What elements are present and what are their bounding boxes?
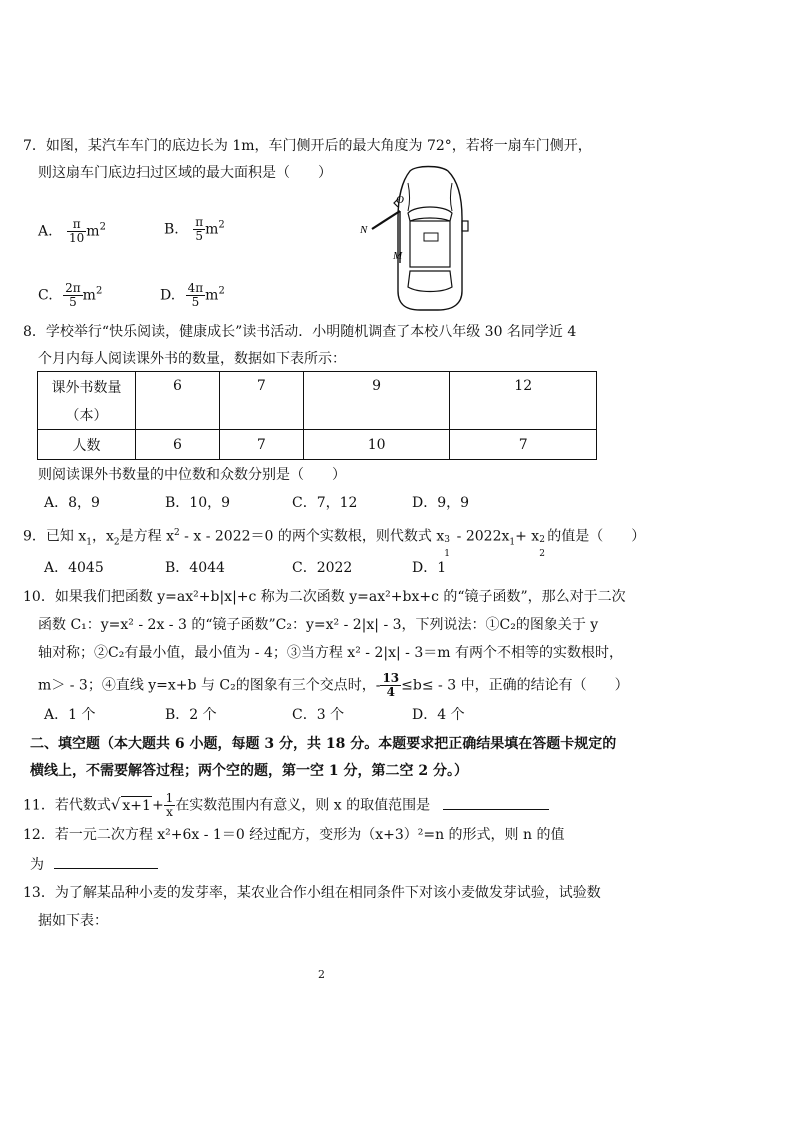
table-cell: 9 xyxy=(303,372,450,430)
q8-option-c: C．7，12 xyxy=(292,495,358,511)
table-cell: 6 xyxy=(136,372,220,430)
q7-option-a: A. $\frac{\pi}{10}$ $m^2$ xyxy=(38,217,106,245)
q9-stem: 9．已知 $x_1$，$x_2$是方程 $x^2 - x - 2022=0$ 的两个实数根，则代数式 x 3 1 - $2022x_1+ x$ 2 2 的值是（ ） xyxy=(23,528,646,559)
q7-option-c: C. $\frac{2\pi}{5}$ $m^2$ xyxy=(38,281,103,309)
q11-stem: 11．若代数式√ x+1+ $\frac{1}{x}$ 在实数范围内有意义，则 x 的取值范围是 xyxy=(23,792,549,819)
page-number: 2 xyxy=(318,968,325,981)
section2-heading-line1: 二、填空题（本大题共 6 小题，每题 3 分，共 18 分。本题要求把正确结果填在答题卡规定的 xyxy=(30,736,617,752)
table-cell: 12 xyxy=(450,372,597,430)
table-cell: 7 xyxy=(219,372,303,430)
q9-option-c: C．2022 xyxy=(292,560,353,576)
q7-line2: 则这扇车门底边扫过区域的最大面积是（ ） xyxy=(38,165,332,181)
q10-line2: 函数 C₁：y=x² - 2x - 3 的“镜子函数”C₂：y=x² - 2|x| - 3，下列说法：①C₂的图象关于 y xyxy=(38,617,599,633)
q13-line1: 13．为了解某品种小麦的发芽率，某农业合作小组在相同条件下对该小麦做发芽试验，试验数 xyxy=(23,885,601,901)
q9-option-b: B．4044 xyxy=(165,560,225,576)
q8-option-a: A．8，9 xyxy=(44,495,100,511)
car-right-mirror xyxy=(462,221,468,231)
table-cell: 7 xyxy=(450,430,597,460)
q12-line2: 为 xyxy=(30,854,158,874)
q13-line2: 据如下表： xyxy=(38,913,108,929)
q9-option-d: D．1 xyxy=(412,560,447,576)
label-M: M xyxy=(393,250,403,262)
q10-option-d: D．4 个 xyxy=(412,707,465,723)
car-rear-window xyxy=(408,271,452,292)
q12-line1: 12．若一元二次方程 x²+6x - 1＝0 经过配方，变形为（x+3）²=n 的形式，则 n 的值 xyxy=(23,827,565,843)
car-hood-line-right xyxy=(451,183,453,211)
q7-option-b: B. $\frac{\pi}{5}$ $m^2$ xyxy=(164,215,225,243)
car-windshield xyxy=(408,207,452,221)
q10-option-a: A．1 个 xyxy=(44,707,96,723)
q8-line2: 个月内每人阅读课外书的数量，数据如下表所示： xyxy=(38,351,346,367)
q10-option-c: C．3 个 xyxy=(292,707,345,723)
car-hood-line-left xyxy=(408,183,410,211)
label-N: N xyxy=(360,224,368,236)
table-cell: 10 xyxy=(303,430,450,460)
car-body-outline xyxy=(398,167,462,311)
label-O: O xyxy=(396,194,404,206)
q8-data-table xyxy=(37,371,597,460)
car-roof xyxy=(410,221,450,267)
q12-answer-blank[interactable] xyxy=(54,854,158,869)
table-header-people: 人数 xyxy=(38,430,136,460)
q7-line1: 7．如图，某汽车车门的底边长为 1m，车门侧开后的最大角度为 72°，若将一扇车门侧开， xyxy=(23,138,592,154)
table-header-book-count: 课外书数量 （本） xyxy=(38,372,136,430)
q10-line3: 轴对称；②C₂有最小值，最小值为 - 4；③当方程 x² - 2|x| - 3＝m 有两个不相等的实数根时， xyxy=(38,645,623,661)
q10-line1: 10．如果我们把函数 y=ax²+b|x|+c 称为二次函数 y=ax²+bx+c 的“镜子函数”，那么对于二次 xyxy=(23,589,626,605)
table-cell: 6 xyxy=(136,430,220,460)
q9-option-a: A．4045 xyxy=(44,560,104,576)
q7-option-d: D. $\frac{4\pi}{5}$ $m^2$ xyxy=(160,281,225,309)
q8-option-d: D．9，9 xyxy=(412,495,470,511)
q8-line3: 则阅读课外书数量的中位数和众数分别是（ ） xyxy=(38,467,346,483)
car-door-figure xyxy=(358,163,478,313)
q11-answer-blank[interactable] xyxy=(443,795,549,810)
q8-option-b: B．10，9 xyxy=(165,495,231,511)
car-sunroof xyxy=(424,233,438,241)
q8-line1: 8．学校举行“快乐阅读，健康成长”读书活动．小明随机调查了本校八年级 30 名同学近 4 xyxy=(23,324,577,340)
q10-line4: m＞ - 3；④直线 y=x+b 与 C₂的图象有三个交点时，- $\frac{13}{4}$ ≤b≤ - 3 中，正确的结论有（ ） xyxy=(38,671,629,699)
car-open-door xyxy=(372,211,400,229)
table-cell: 7 xyxy=(219,430,303,460)
section2-heading-line2: 横线上，不需要解答过程；两个空的题，第一空 1 分，第二空 2 分。） xyxy=(30,763,468,779)
q10-option-b: B．2 个 xyxy=(165,707,217,723)
